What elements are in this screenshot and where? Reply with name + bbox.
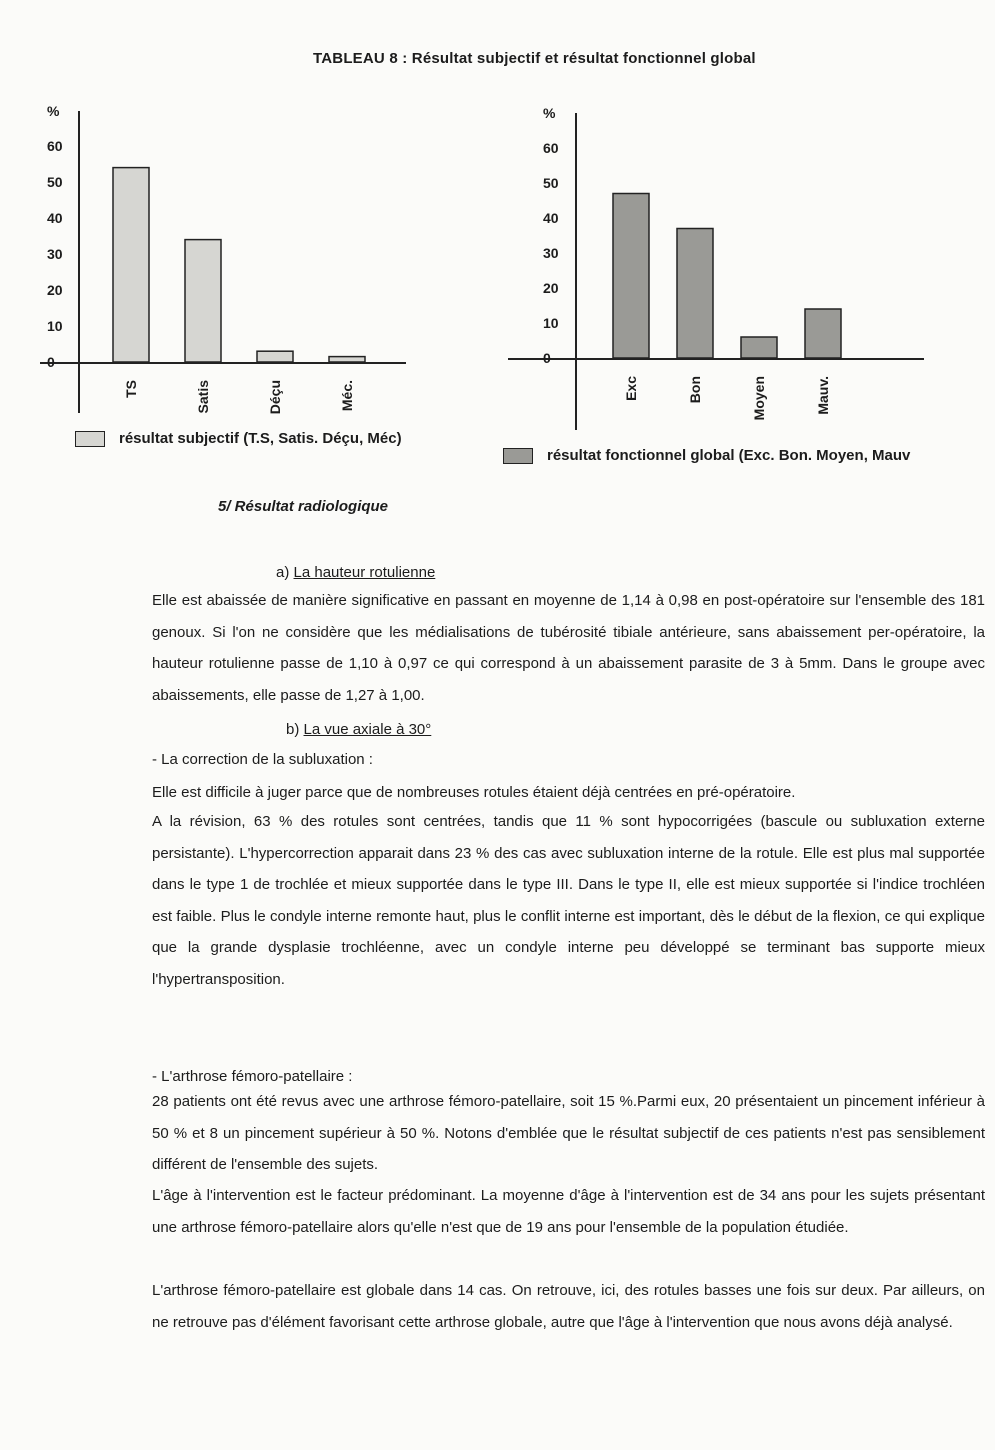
y-tick-label: 10: [543, 315, 559, 331]
y-axis-label: %: [47, 103, 60, 119]
legend-swatch-functional: [503, 448, 533, 464]
y-tick-label: 50: [543, 175, 559, 191]
page-title: TABLEAU 8 : Résultat subjectif et résultat fonctionnel global: [313, 50, 756, 67]
x-tick-label: Exc: [623, 376, 639, 401]
x-tick-label: TS: [123, 380, 139, 398]
subheading-b-prefix: b): [286, 721, 304, 738]
functional-result-chart: [500, 100, 940, 430]
arthrose-paragraph-2: L'âge à l'intervention est le facteur prédominant. La moyenne d'âge à l'intervention est de 34 ans pour les sujets présentant une arthrose fémoro-patellaire alors qu'elle n'est que de 19 ans pour l'ensemble de la population étudiée.: [152, 1187, 985, 1236]
bar: [185, 240, 221, 362]
y-tick-label: 10: [47, 318, 63, 334]
bar: [677, 229, 713, 359]
legend-swatch-subjective: [75, 431, 105, 447]
legend-label-functional: résultat fonctionnel global (Exc. Bon. Moyen, Mauv: [547, 447, 911, 464]
y-tick-label: 40: [47, 210, 63, 226]
legend-label-subjective: résultat subjectif (T.S, Satis. Déçu, Méc): [119, 430, 402, 447]
correction-line: Elle est difficile à juger parce que de nombreuses rotules étaient déjà centrées en pré-opératoire.: [152, 784, 796, 801]
x-tick-label: Moyen: [751, 376, 767, 421]
bar: [329, 357, 365, 362]
y-tick-label: 30: [47, 246, 63, 262]
bar: [257, 351, 293, 362]
y-tick-label: 60: [543, 140, 559, 156]
y-tick-label: 60: [47, 138, 63, 154]
bar: [613, 194, 649, 359]
arthrose-paragraph-3: L'arthrose fémoro-patellaire est globale dans 14 cas. On retrouve, ici, des rotules basses une fois sur deux. Par ailleurs, on ne retrouve pas d'élément favorisant cette arthrose globale, autre que l'âge à l'intervention que nous avons déjà analysé.: [152, 1282, 985, 1331]
subheading-a-prefix: a): [276, 564, 294, 581]
legend-subjective: [75, 430, 402, 447]
arthrose-heading: - L'arthrose fémoro-patellaire :: [152, 1068, 353, 1085]
subheading-b-title: La vue axiale à 30°: [303, 721, 432, 738]
y-tick-label: 0: [543, 350, 551, 366]
subheading-a-title: La hauteur rotulienne: [293, 564, 436, 581]
y-tick-label: 30: [543, 245, 559, 261]
y-axis-label: %: [543, 105, 556, 121]
y-tick-label: 20: [47, 282, 63, 298]
paragraph-a: Elle est abaissée de manière significative en passant en moyenne de 1,14 à 0,98 en post-opératoire sur l'ensemble des 181 genoux. Si l'on ne considère que les médialisations de tubérosité tibiale antérieure, sans abaissement per-opératoire, la hauteur rotulienne passe de 1,10 à 0,97 ce qui correspond à un abaissement parasite de 3 à 5mm. Dans le groupe avec abaissements, elle passe de 1,27 à 1,00.: [152, 592, 985, 704]
y-tick-label: 0: [47, 354, 55, 370]
arthrose-paragraph-1: 28 patients ont été revus avec une arthrose fémoro-patellaire, soit 15 %.Parmi eux, 20 présentaient un pincement inférieur à 50 % et 8 un pincement supérieur à 50 %. Notons d'emblée que le résultat subjectif de ces patients n'est pas sensiblement différent de l'ensemble des sujets.: [152, 1093, 985, 1173]
x-tick-label: Bon: [687, 376, 703, 404]
subjective-result-chart: [30, 100, 430, 430]
bar: [113, 168, 149, 362]
x-tick-label: Déçu: [267, 380, 283, 415]
y-tick-label: 50: [47, 174, 63, 190]
legend-functional: [503, 447, 910, 464]
correction-paragraph: A la révision, 63 % des rotules sont centrées, tandis que 11 % sont hypocorrigées (bascule ou subluxation externe persistante). L'hypercorrection apparait dans 23 % des cas avec subluxation interne de la rotule. Elle est plus mal supportée dans le type 1 de trochlée et mieux supportée dans le type III. Dans le type II, elle est mieux supportée si l'indice trochléen est faible. Plus le condyle interne remonte haut, plus le conflit interne est important, dès le début de la flexion, ce qui explique que la grande dysplasie trochléenne, avec un condyle interne peu développé se terminant bas supporte mieux l'hypertransposition.: [152, 813, 985, 988]
correction-heading: - La correction de la subluxation :: [152, 751, 373, 768]
x-tick-label: Méc.: [339, 380, 355, 412]
y-tick-label: 20: [543, 280, 559, 296]
subheading-b: [286, 721, 431, 738]
y-tick-label: 40: [543, 210, 559, 226]
x-tick-label: Satis: [195, 380, 211, 414]
x-tick-label: Mauv.: [815, 376, 831, 415]
bar: [741, 337, 777, 358]
subheading-a: [276, 564, 435, 581]
section-title: 5/ Résultat radiologique: [218, 498, 389, 515]
bar: [805, 309, 841, 358]
